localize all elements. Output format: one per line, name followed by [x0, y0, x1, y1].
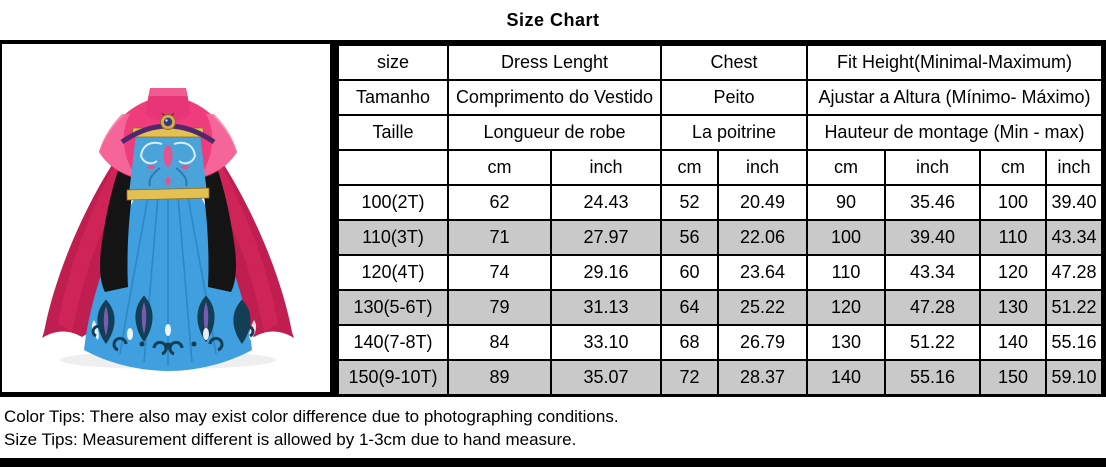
value-cell: 89 [448, 360, 551, 395]
size-cell: 150(9-10T) [338, 360, 448, 395]
value-cell: 51.22 [885, 325, 980, 360]
value-cell: 55.16 [885, 360, 980, 395]
title-bar [0, 0, 1106, 44]
unit-row-spacer [338, 150, 448, 185]
header-chest-en: Chest [661, 45, 807, 80]
header-chest-pt: Peito [661, 80, 807, 115]
header-fit-height-fr: Hauteur de montage (Min - max) [807, 115, 1102, 150]
size-cell: 130(5-6T) [338, 290, 448, 325]
value-cell: 23.64 [718, 255, 807, 290]
value-cell: 110 [807, 255, 885, 290]
value-cell: 20.49 [718, 185, 807, 220]
value-cell: 29.16 [551, 255, 661, 290]
header-chest-fr: La poitrine [661, 115, 807, 150]
header-row-portuguese [338, 80, 1102, 115]
value-cell: 64 [661, 290, 718, 325]
table-row [338, 185, 1102, 220]
value-cell: 27.97 [551, 220, 661, 255]
value-cell: 39.40 [1046, 185, 1102, 220]
size-cell: 140(7-8T) [338, 325, 448, 360]
unit-cell: cm [661, 150, 718, 185]
dress-photo [2, 44, 330, 392]
value-cell: 22.06 [718, 220, 807, 255]
value-cell: 140 [980, 325, 1046, 360]
value-cell: 68 [661, 325, 718, 360]
value-cell: 51.22 [1046, 290, 1102, 325]
value-cell: 120 [980, 255, 1046, 290]
header-dress-length-fr: Longueur de robe [448, 115, 661, 150]
value-cell: 130 [807, 325, 885, 360]
value-cell: 39.40 [885, 220, 980, 255]
unit-cell: cm [980, 150, 1046, 185]
unit-cell: inch [718, 150, 807, 185]
table-row [338, 360, 1102, 395]
value-cell: 62 [448, 185, 551, 220]
value-cell: 26.79 [718, 325, 807, 360]
value-cell: 110 [980, 220, 1046, 255]
value-cell: 71 [448, 220, 551, 255]
value-cell: 90 [807, 185, 885, 220]
header-size-fr: Taille [338, 115, 448, 150]
unit-cell: inch [885, 150, 980, 185]
value-cell: 100 [807, 220, 885, 255]
unit-cell: cm [448, 150, 551, 185]
unit-cell: cm [807, 150, 885, 185]
value-cell: 52 [661, 185, 718, 220]
header-dress-length-en: Dress Lenght [448, 45, 661, 80]
value-cell: 25.22 [718, 290, 807, 325]
unit-cell: inch [551, 150, 661, 185]
tips-section [0, 397, 1106, 458]
value-cell: 47.28 [1046, 255, 1102, 290]
value-cell: 84 [448, 325, 551, 360]
header-row-english [338, 45, 1102, 80]
header-row-french [338, 115, 1102, 150]
header-fit-height-en: Fit Height(Minimal-Maximum) [807, 45, 1102, 80]
header-fit-height-pt: Ajustar a Altura (Mínimo- Máximo) [807, 80, 1102, 115]
table-wrap [330, 44, 1106, 397]
unit-row [338, 150, 1102, 185]
table-row [338, 255, 1102, 290]
value-cell: 24.43 [551, 185, 661, 220]
color-tips-line: Color Tips: There also may exist color difference due to photographing conditions. [4, 407, 619, 426]
value-cell: 35.46 [885, 185, 980, 220]
value-cell: 28.37 [718, 360, 807, 395]
page-title: Size Chart [506, 9, 600, 30]
size-table [337, 44, 1103, 396]
value-cell: 43.34 [885, 255, 980, 290]
value-cell: 33.10 [551, 325, 661, 360]
value-cell: 47.28 [885, 290, 980, 325]
value-cell: 59.10 [1046, 360, 1102, 395]
bodice [127, 128, 209, 200]
size-cell: 110(3T) [338, 220, 448, 255]
product-photo-panel [0, 44, 330, 397]
value-cell: 55.16 [1046, 325, 1102, 360]
value-cell: 120 [807, 290, 885, 325]
table-row [338, 325, 1102, 360]
unit-cell: inch [1046, 150, 1102, 185]
value-cell: 43.34 [1046, 220, 1102, 255]
value-cell: 150 [980, 360, 1046, 395]
size-cell: 100(2T) [338, 185, 448, 220]
value-cell: 35.07 [551, 360, 661, 395]
value-cell: 100 [980, 185, 1046, 220]
header-size-pt: Tamanho [338, 80, 448, 115]
value-cell: 140 [807, 360, 885, 395]
value-cell: 74 [448, 255, 551, 290]
value-cell: 130 [980, 290, 1046, 325]
size-tips-line: Size Tips: Measurement different is allowed by 1-3cm due to hand measure. [4, 430, 577, 449]
table-row [338, 220, 1102, 255]
value-cell: 31.13 [551, 290, 661, 325]
value-cell: 56 [661, 220, 718, 255]
header-dress-length-pt: Comprimento do Vestido [448, 80, 661, 115]
size-cell: 120(4T) [338, 255, 448, 290]
content-area [0, 44, 1106, 397]
value-cell: 60 [661, 255, 718, 290]
value-cell: 72 [661, 360, 718, 395]
header-size-en: size [338, 45, 448, 80]
value-cell: 79 [448, 290, 551, 325]
table-row [338, 290, 1102, 325]
bottom-bar [0, 458, 1106, 467]
